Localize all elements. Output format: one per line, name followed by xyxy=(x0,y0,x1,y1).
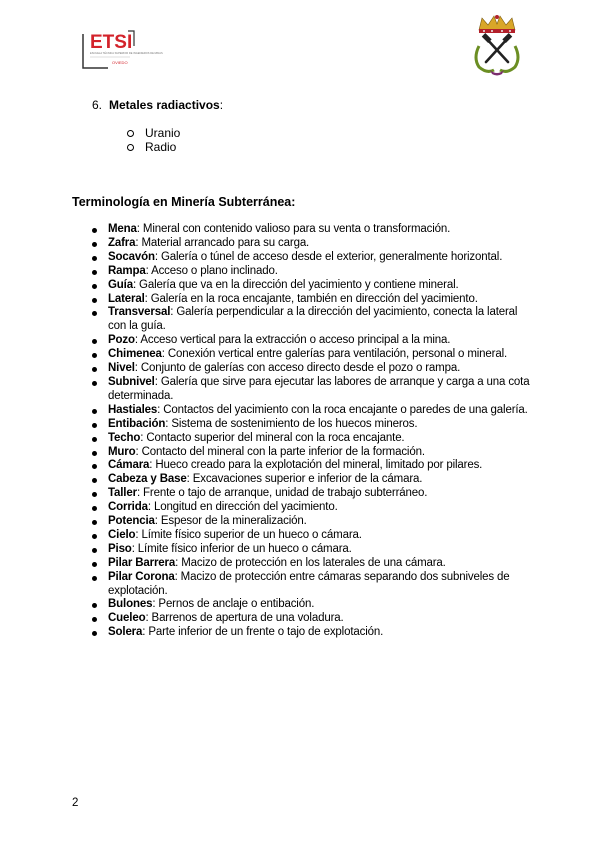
term-definition: : Hueco creado para la explotación del mineral, limitado por pilares. xyxy=(149,459,483,472)
term-name: Pilar Barrera xyxy=(108,556,176,569)
bullet-icon xyxy=(92,228,97,233)
bullet-icon xyxy=(92,603,97,608)
term-item xyxy=(90,223,530,237)
term-item xyxy=(90,487,530,501)
term-definition: : Contactos del yacimiento con la roca encajante o paredes de una galería. xyxy=(157,403,528,416)
radioactive-metals-list xyxy=(127,126,180,154)
term-name: Cielo xyxy=(108,528,136,541)
term-name: Rampa xyxy=(108,264,146,277)
bullet-icon xyxy=(92,464,97,469)
term-item xyxy=(90,404,530,418)
bullet-icon xyxy=(92,506,97,511)
term-name: Lateral xyxy=(108,292,145,305)
term-definition: : Excavaciones superior e inferior de la cámara. xyxy=(186,473,423,486)
term-name: Pilar Corona xyxy=(108,570,175,583)
term-item xyxy=(90,362,530,376)
term-name: Cámara xyxy=(108,459,150,472)
term-item xyxy=(90,279,530,293)
term-item xyxy=(90,446,530,460)
term-name: Potencia xyxy=(108,515,155,528)
term-item xyxy=(90,251,530,265)
term-name: Zafra xyxy=(108,236,136,249)
term-name: Guía xyxy=(108,278,133,291)
term-definition: : Macizo de protección en los laterales de una cámara. xyxy=(175,556,446,569)
term-item xyxy=(90,334,530,348)
bullet-icon xyxy=(92,256,97,261)
term-item xyxy=(90,557,530,571)
term-name: Chimenea xyxy=(108,348,162,361)
term-item xyxy=(90,237,530,251)
term-name: Entibación xyxy=(108,417,166,430)
bullet-icon xyxy=(92,381,97,386)
bullet-icon xyxy=(92,451,97,456)
term-definition: : Longitud en dirección del yacimiento. xyxy=(147,501,338,514)
bullet-icon xyxy=(92,562,97,567)
term-item xyxy=(90,626,530,640)
term-definition: : Galería o túnel de acceso desde el exterior, generalmente horizontal. xyxy=(154,250,503,263)
term-item xyxy=(90,293,530,307)
term-item xyxy=(90,473,530,487)
term-definition: : Conexión vertical entre galerías para ventilación, personal o mineral. xyxy=(161,348,508,361)
logo-text: ETSI xyxy=(90,32,133,53)
term-item xyxy=(90,571,530,599)
term-item xyxy=(90,612,530,626)
bullet-icon xyxy=(92,298,97,303)
term-name: Hastiales xyxy=(108,403,158,416)
term-definition: : Barrenos de apertura de una voladura. xyxy=(145,612,344,625)
term-item xyxy=(90,265,530,279)
item-title: Metales radiactivos xyxy=(109,98,220,112)
item-number: 6. xyxy=(92,98,103,112)
term-item xyxy=(90,598,530,612)
term-name: Transversal xyxy=(108,306,171,319)
term-name: Techo xyxy=(108,431,141,444)
bullet-icon xyxy=(92,353,97,358)
hollow-bullet-icon xyxy=(127,130,134,137)
term-name: Solera xyxy=(108,626,143,639)
term-definition: : Galería en la roca encajante, también en dirección del yacimiento. xyxy=(144,292,478,305)
term-item xyxy=(90,529,530,543)
term-name: Cabeza y Base xyxy=(108,473,187,486)
list-item xyxy=(127,140,180,154)
bullet-icon xyxy=(92,520,97,525)
term-item xyxy=(90,543,530,557)
term-definition: : Galería que va en la dirección del yacimiento y contiene mineral. xyxy=(132,278,459,291)
term-definition: : Conjunto de galerías con acceso directo desde el pozo o rampa. xyxy=(134,362,461,375)
term-definition: : Límite físico inferior de un hueco o cámara. xyxy=(131,542,352,555)
bullet-icon xyxy=(92,631,97,636)
term-name: Taller xyxy=(108,487,137,500)
bullet-icon xyxy=(92,311,97,316)
etsi-logo xyxy=(82,24,163,72)
term-name: Mena xyxy=(108,223,137,235)
term-item xyxy=(90,432,530,446)
term-name: Subnivel xyxy=(108,375,155,388)
term-definition: : Acceso o plano inclinado. xyxy=(145,264,278,277)
term-name: Bulones xyxy=(108,598,153,611)
term-name: Pozo xyxy=(108,334,135,347)
term-definition: : Sistema de sostenimiento de los huecos mineros. xyxy=(165,417,418,430)
term-item xyxy=(90,418,530,432)
bullet-icon xyxy=(92,548,97,553)
term-definition: : Material arrancado para su carga. xyxy=(135,236,310,249)
list-item-label: Uranio xyxy=(145,126,181,140)
term-item xyxy=(90,501,530,515)
bullet-icon xyxy=(92,367,97,372)
bullet-icon xyxy=(92,617,97,622)
list-item xyxy=(127,126,180,140)
term-definition: : Acceso vertical para la extracción o acceso principal a la mina. xyxy=(134,334,451,347)
bullet-icon xyxy=(92,437,97,442)
bullet-icon xyxy=(92,270,97,275)
item-title-colon: : xyxy=(219,98,224,112)
term-item xyxy=(90,348,530,362)
term-definition: : Galería que sirve para ejecutar las labores de arranque y carga a una cota determinada. xyxy=(108,375,530,402)
term-item xyxy=(90,515,530,529)
term-name: Corrida xyxy=(108,501,148,514)
term-item xyxy=(90,376,530,404)
term-name: Cueleo xyxy=(108,612,146,625)
list-item-label: Radio xyxy=(145,140,177,154)
term-definition: : Mineral con contenido valioso para su venta o transformación. xyxy=(136,223,451,235)
term-name: Muro xyxy=(108,445,136,458)
bullet-icon xyxy=(92,492,97,497)
bullet-icon xyxy=(92,423,97,428)
term-definition: : Contacto del mineral con la parte inferior de la formación. xyxy=(135,445,425,458)
page-number: 2 xyxy=(72,797,79,809)
bullet-icon xyxy=(92,576,97,581)
term-definition: : Contacto superior del mineral con la roca encajante. xyxy=(140,431,405,444)
term-definition: : Pernos de anclaje o entibación. xyxy=(152,598,315,611)
bullet-icon xyxy=(92,242,97,247)
terminology-list xyxy=(90,223,530,640)
term-name: Socavón xyxy=(108,250,155,263)
term-definition: : Frente o tajo de arranque, unidad de trabajo subterráneo. xyxy=(136,487,428,500)
term-definition: : Parte inferior de un frente o tajo de explotación. xyxy=(142,626,384,639)
numbered-item xyxy=(92,98,223,112)
bullet-icon xyxy=(92,339,97,344)
section-title: Terminología en Minería Subterránea: xyxy=(72,195,296,209)
hollow-bullet-icon xyxy=(127,144,134,151)
bullet-icon xyxy=(92,409,97,414)
term-definition: : Galería perpendicular a la dirección del yacimiento, conecta la lateral con la guía. xyxy=(108,306,518,333)
term-item xyxy=(90,306,530,334)
logo-city: OVIEDO xyxy=(112,60,128,65)
term-definition: : Límite físico superior de un hueco o cámara. xyxy=(135,528,362,541)
bullet-icon xyxy=(92,534,97,539)
term-name: Piso xyxy=(108,542,132,555)
bullet-icon xyxy=(92,478,97,483)
term-item xyxy=(90,459,530,473)
logo-subtext: ESCUELA TÉCNICA SUPERIOR DE INGENIEROS DE MINAS xyxy=(90,52,163,55)
term-definition: : Espesor de la mineralización. xyxy=(154,515,307,528)
mining-coat-of-arms-emblem xyxy=(470,14,524,76)
bullet-icon xyxy=(92,284,97,289)
term-definition: : Macizo de protección entre cámaras separando dos subniveles de explotación. xyxy=(108,570,510,597)
term-name: Nivel xyxy=(108,362,135,375)
